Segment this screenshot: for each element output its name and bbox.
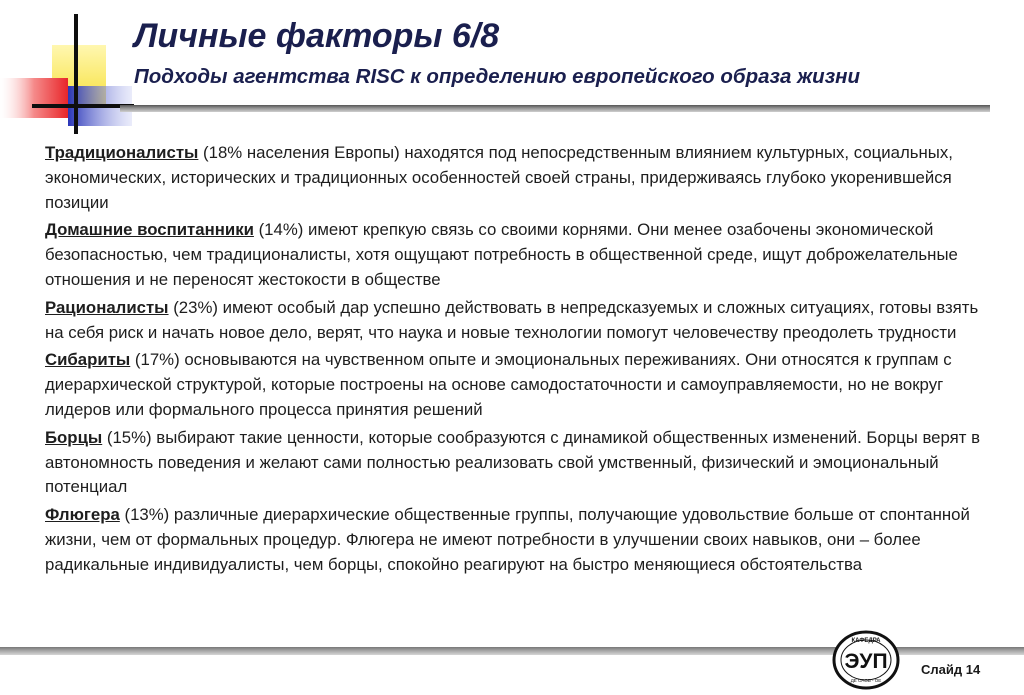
term-label: Рационалисты bbox=[45, 297, 169, 317]
logo-main-text: ЭУП bbox=[844, 650, 888, 673]
paragraph-traditionalists bbox=[45, 141, 990, 215]
slide-title: Личные факторы 6/8 bbox=[134, 17, 500, 55]
term-label: Сибариты bbox=[45, 350, 131, 370]
paragraph-text: (14%) имеют крепкую связь со своими корнями. Они менее озабочены экономической безопасностью, чем традиционалисты, хотя ощущают потребность в общественной среде, ищут доброжелательные отношения и не переносят жестокости в обществе bbox=[45, 220, 958, 289]
paragraph-text: (17%) основываются на чувственном опыте и эмоциональных переживаниях. Они относятся к группам с диерархической структурой, которые построены на основе самодостаточности и самоуправляемости, но не вокруг лидеров или формального процесса принятия решений bbox=[45, 350, 952, 419]
content-body bbox=[45, 141, 990, 581]
paragraph-fighters bbox=[45, 426, 990, 500]
horizontal-black-line bbox=[32, 104, 134, 108]
term-label: Домашние воспитанники bbox=[45, 220, 254, 240]
paragraph-text: (15%) выбирают такие ценности, которые сообразуются с динамикой общественных изменений. Борцы верят в автономность поведения и желают сами полностью реализовать свой умственный, физический и эмоциональный потенциал bbox=[45, 427, 980, 497]
red-block bbox=[0, 78, 68, 118]
decorative-color-blocks bbox=[0, 0, 135, 140]
paragraph-weathervanes bbox=[45, 503, 990, 577]
paragraph-text: (13%) различные диерархические общественные группы, получающие удовольствие больше от спонтанной жизни, чем от формальных процедур. Флюгера не имеют потребности в улучшении своих навыков, они – более радикальные индивидуалисты, чем борцы, спокойно реагируют на быстро меняющиеся обстоятельства bbox=[45, 505, 970, 574]
paragraph-text: (23%) имеют особый дар успешно действовать в непредсказуемых и сложных ситуациях, готовы взять на себя риск и начать новое дело, верят, что наука и новые технологии помогут человечеству преодолеть трудности bbox=[45, 297, 979, 342]
term-label: Борцы bbox=[45, 427, 103, 447]
paragraph-rationalists bbox=[45, 296, 990, 346]
paragraph-home-bred bbox=[45, 218, 990, 292]
vertical-black-line bbox=[74, 14, 78, 134]
term-label: Флюгера bbox=[45, 505, 120, 525]
paragraph-text: (18% населения Европы) находятся под непосредственным влиянием культурных, социальных, экономических, исторических и традиционных особенностей своей страны, придерживаясь глубоко укоренившейся позиции bbox=[45, 143, 953, 212]
paragraph-sybarites bbox=[45, 348, 990, 422]
logo-bottom-text: ДЕ ОАОБ - ОЕ bbox=[850, 678, 882, 683]
title-divider bbox=[120, 105, 990, 112]
logo-top-text: КАФЕДРА bbox=[851, 638, 881, 644]
department-logo bbox=[832, 630, 900, 690]
slide-number: Слайд 14 bbox=[921, 662, 981, 677]
term-label: Традиционалисты bbox=[45, 143, 199, 162]
slide-subtitle: Подходы агентства RISC к определению европейского образа жизни bbox=[134, 65, 861, 88]
